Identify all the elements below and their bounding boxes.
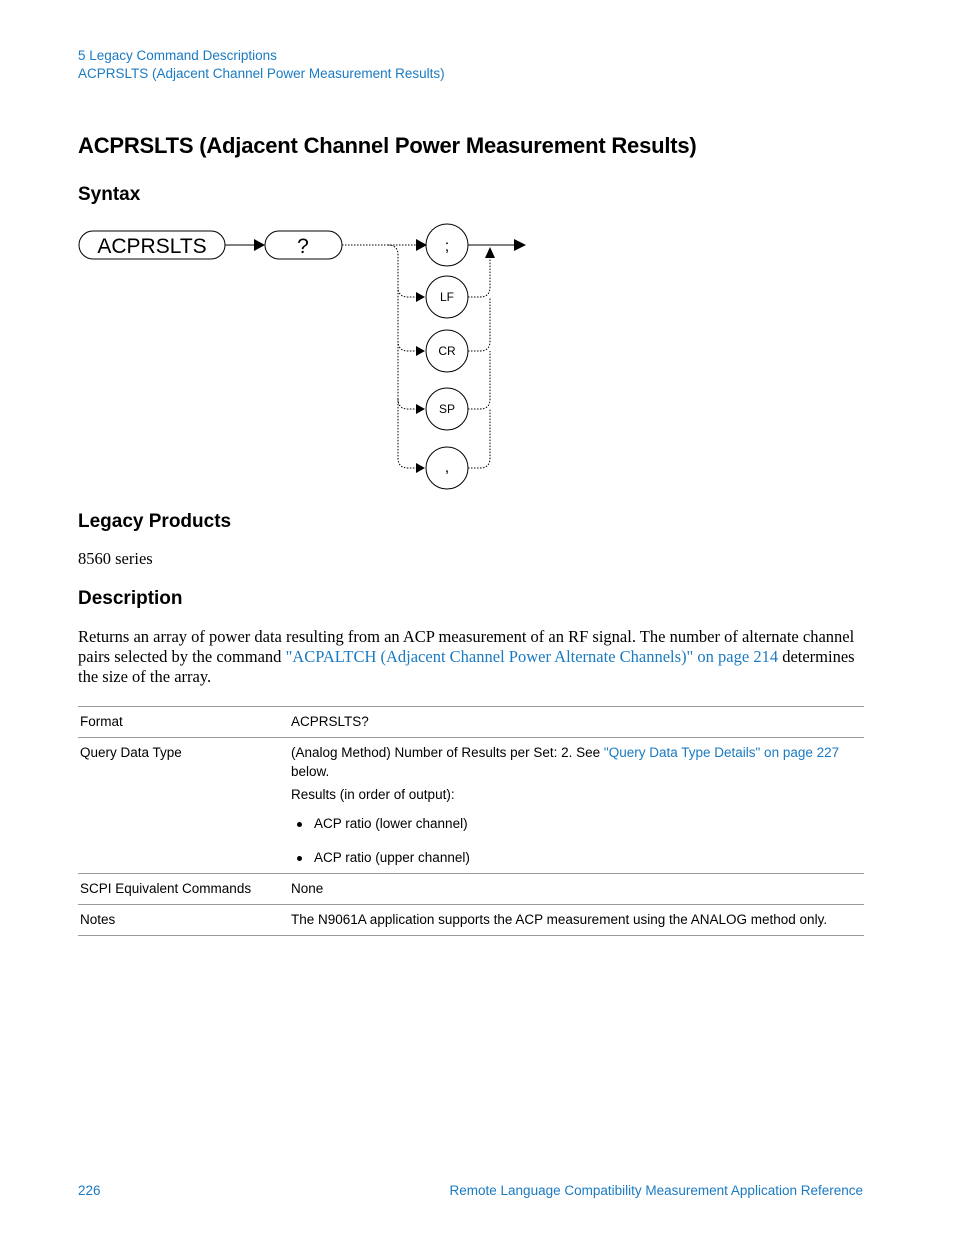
list-item: ACP ratio (upper channel)	[291, 848, 862, 867]
command-label: ACPRSLTS	[97, 235, 207, 258]
description-text-after: determines the size of the array.	[78, 647, 855, 686]
query-data-type-details-link[interactable]: "Query Data Type Details" on page 227	[603, 745, 840, 760]
terminator-lf-label: LF	[439, 290, 455, 304]
acpaltch-link[interactable]: "ACPALTCH (Adjacent Channel Power Alternate Channels)" on page 214	[285, 647, 779, 666]
breadcrumb-chapter[interactable]: 5 Legacy Command Descriptions	[78, 48, 277, 63]
table-row	[78, 874, 864, 905]
description-heading: Description	[78, 588, 183, 609]
arrow-right-icon	[514, 239, 526, 251]
row-value-format: ACPRSLTS?	[291, 714, 369, 729]
command-info-table	[78, 706, 864, 936]
description-paragraph	[78, 627, 868, 687]
breadcrumb-section[interactable]: ACPRSLTS (Adjacent Channel Power Measurement Results)	[78, 66, 445, 81]
arrow-right-icon	[416, 239, 427, 251]
row-value-notes: The N9061A application supports the ACP measurement using the ANALOG method only.	[291, 912, 828, 927]
terminator-cr-label: CR	[438, 344, 456, 358]
arrow-up-icon	[485, 247, 495, 258]
list-item: ACP ratio (lower channel)	[291, 814, 862, 833]
terminator-semicolon-label: ;	[444, 238, 450, 255]
page-title: ACPRSLTS (Adjacent Channel Power Measurement Results)	[78, 133, 697, 158]
arrow-right-icon	[254, 239, 265, 251]
table-row	[78, 738, 864, 874]
legacy-products-heading: Legacy Products	[78, 511, 232, 532]
results-list	[291, 814, 862, 867]
table-row	[78, 905, 864, 936]
syntax-heading: Syntax	[78, 184, 141, 205]
row-label-query-data-type: Query Data Type	[80, 745, 182, 760]
terminator-sp-label: SP	[438, 402, 456, 416]
syntax-diagram	[70, 218, 540, 498]
breadcrumb	[78, 47, 445, 83]
terminator-comma-label: ,	[444, 459, 450, 476]
row-label-notes: Notes	[80, 912, 116, 927]
row-label-format: Format	[80, 714, 123, 729]
table-row	[78, 707, 864, 738]
row-value-query-data-type	[289, 738, 864, 874]
query-label: ?	[297, 235, 309, 258]
description-text-before: Returns an array of power data resulting from an ACP measurement of an RF signal. The number of alternate channel pairs selected by the command	[78, 627, 855, 666]
results-label: Results (in order of output):	[291, 787, 455, 802]
legacy-products-text: 8560 series	[78, 549, 153, 568]
row-label-scpi: SCPI Equivalent Commands	[80, 881, 252, 896]
page-number: 226	[78, 1183, 101, 1198]
query-type-text-after: below.	[291, 764, 330, 779]
row-value-scpi: None	[291, 881, 324, 896]
document-title: Remote Language Compatibility Measurement Application Reference	[449, 1183, 863, 1198]
query-type-text-before: (Analog Method) Number of Results per Set: 2. See	[291, 745, 604, 760]
